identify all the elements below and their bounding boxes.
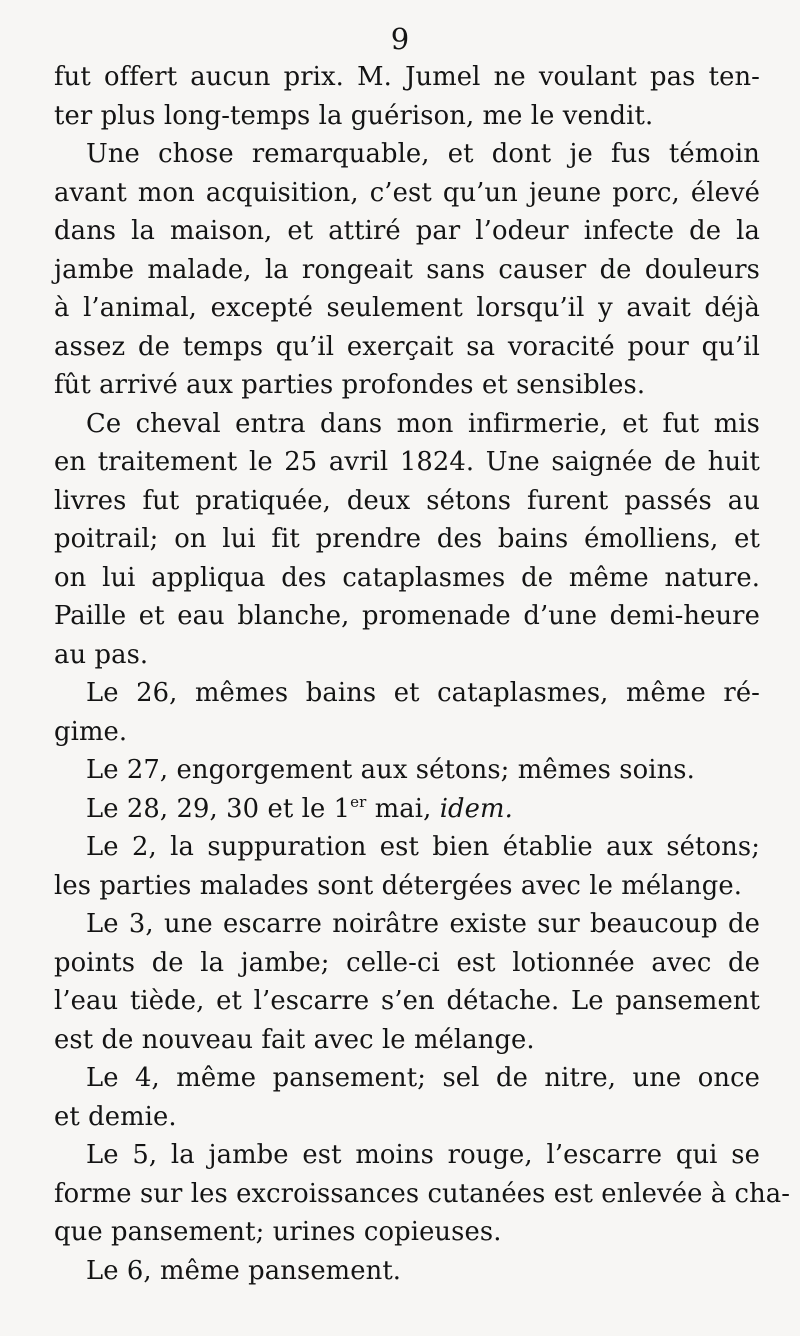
page-number: 9 [390, 22, 410, 56]
text-line: points de la jambe; celle-ci est lotionnée avec de [54, 947, 760, 978]
text-line: au pas. [54, 639, 149, 670]
italic-idem: idem. [439, 793, 513, 824]
text-line: en traitement le 25 avril 1824. Une saignée de huit [54, 447, 760, 477]
superscript-er: er [350, 792, 367, 811]
page-body-text [54, 58, 791, 1290]
text-line: poitrail; on lui fit prendre des bains émolliens, et [54, 524, 760, 554]
text-line: les parties malades sont détergées avec le mélange. [54, 870, 743, 901]
paragraph-start-line: Le 27, engorgement aux sétons; mêmes soins. [86, 755, 695, 785]
text-line: jambe malade, la rongeait sans causer de douleurs [54, 254, 760, 285]
paragraph-start-line: Le 26, mêmes bains et cataplasmes, même ré- [86, 678, 760, 708]
text-line: ter plus long-temps la guérison, me le vendit. [54, 100, 654, 131]
text-line: forme sur les excroissances cutanées est enlevée à cha- [54, 1178, 791, 1209]
text-line: fût arrivé aux parties profondes et sensibles. [54, 370, 646, 400]
text-line: l’eau tiède, et l’escarre s’en détache. Le pansement [54, 986, 760, 1016]
text-line: à l’animal, excepté seulement lorsqu’il y avait déjà [54, 293, 760, 323]
text-line: que pansement; urines copieuses. [54, 1217, 502, 1247]
paragraph-start-line: Le 5, la jambe est moins rouge, l’escarre qui se [86, 1140, 760, 1170]
text-line: est de nouveau fait avec le mélange. [54, 1024, 535, 1055]
text-line: dans la maison, et attiré par l’odeur infecte de la [54, 216, 760, 246]
text-line: on lui appliqua des cataplasmes de même nature. [54, 562, 760, 593]
paragraph-start-line: Le 6, même pansement. [86, 1255, 402, 1286]
paragraph-start-line: Le 3, une escarre noirâtre existe sur beaucoup de [86, 909, 760, 939]
paragraph-start-line: Le 4, même pansement; sel de nitre, une once [86, 1063, 760, 1093]
paragraph-start-line: Le 2, la suppuration est bien établie aux sétons; [86, 832, 760, 862]
paragraph-start-line: Ce cheval entra dans mon infirmerie, et fut mis [86, 408, 760, 439]
text-line: assez de temps qu’il exerçait sa voracité pour qu’il [54, 331, 760, 362]
text-line: livres fut pratiquée, deux sétons furent passés au [54, 485, 760, 516]
paragraph-start-line: Une chose remarquable, et dont je fus témoin [86, 139, 760, 169]
date-text: Le 28, 29, 30 et le 1 [86, 793, 351, 824]
text-line: avant mon acquisition, c’est qu’un jeune porc, élevé [54, 177, 760, 208]
text-line: et demie. [54, 1101, 177, 1132]
text-line: Paille et eau blanche, promenade d’une demi-heure [54, 601, 760, 631]
date-text-continued: mai, [366, 793, 440, 824]
text-line: gime. [54, 716, 128, 747]
paragraph-start-line [54, 790, 760, 829]
text-line: fut offert aucun prix. M. Jumel ne voulant pas ten- [54, 62, 760, 92]
